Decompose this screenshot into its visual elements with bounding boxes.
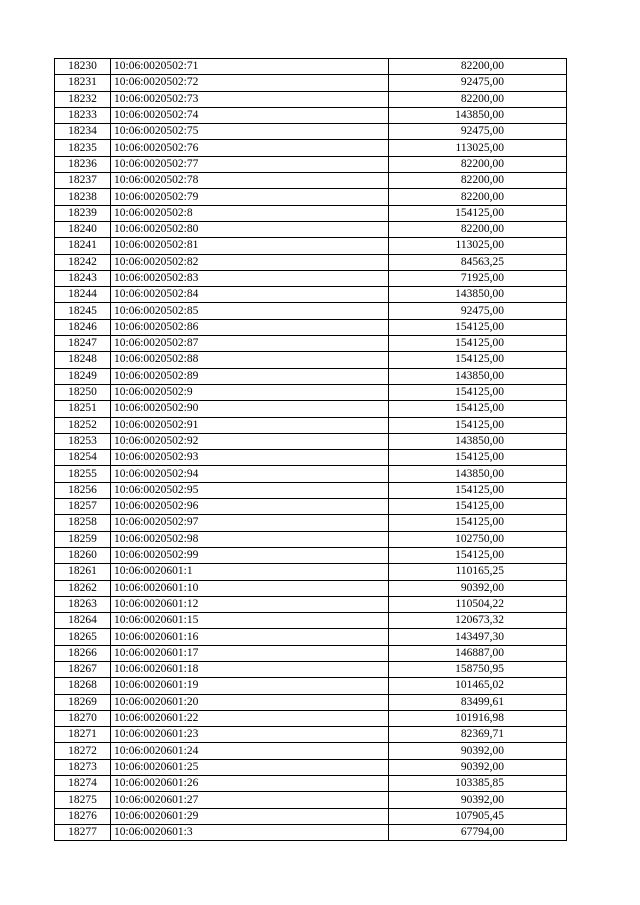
- row-number-cell: 18251: [55, 401, 111, 417]
- value-cell: 82200,00: [389, 156, 567, 172]
- row-number-cell: 18249: [55, 368, 111, 384]
- table-row: [55, 75, 567, 91]
- row-number-cell: 18259: [55, 531, 111, 547]
- cadastral-number-cell: 10:06:0020502:91: [111, 417, 389, 433]
- table-row: [55, 124, 567, 140]
- cadastral-number-cell: 10:06:0020601:16: [111, 629, 389, 645]
- value-cell: 90392,00: [389, 792, 567, 808]
- value-cell: 82200,00: [389, 221, 567, 237]
- value-cell: 102750,00: [389, 531, 567, 547]
- cadastral-number-cell: 10:06:0020502:88: [111, 352, 389, 368]
- row-number-cell: 18272: [55, 743, 111, 759]
- cadastral-number-cell: 10:06:0020502:77: [111, 156, 389, 172]
- value-cell: 107905,45: [389, 808, 567, 824]
- row-number-cell: 18238: [55, 189, 111, 205]
- cadastral-number-cell: 10:06:0020502:74: [111, 107, 389, 123]
- table-row: [55, 645, 567, 661]
- cadastral-number-cell: 10:06:0020502:71: [111, 59, 389, 75]
- row-number-cell: 18244: [55, 287, 111, 303]
- row-number-cell: 18271: [55, 727, 111, 743]
- row-number-cell: 18270: [55, 710, 111, 726]
- cadastral-number-cell: 10:06:0020502:83: [111, 270, 389, 286]
- cadastral-number-cell: 10:06:0020601:25: [111, 759, 389, 775]
- table-body: [55, 59, 567, 841]
- value-cell: 82200,00: [389, 59, 567, 75]
- table-row: [55, 824, 567, 840]
- row-number-cell: 18262: [55, 580, 111, 596]
- row-number-cell: 18274: [55, 776, 111, 792]
- value-cell: 120673,32: [389, 613, 567, 629]
- value-cell: 154125,00: [389, 336, 567, 352]
- cadastral-number-cell: 10:06:0020601:1: [111, 564, 389, 580]
- cadastral-number-cell: 10:06:0020502:79: [111, 189, 389, 205]
- value-cell: 154125,00: [389, 319, 567, 335]
- value-cell: 154125,00: [389, 384, 567, 400]
- row-number-cell: 18241: [55, 238, 111, 254]
- value-cell: 82200,00: [389, 91, 567, 107]
- row-number-cell: 18253: [55, 433, 111, 449]
- row-number-cell: 18248: [55, 352, 111, 368]
- cadastral-number-cell: 10:06:0020502:76: [111, 140, 389, 156]
- cadastral-number-cell: 10:06:0020601:29: [111, 808, 389, 824]
- row-number-cell: 18264: [55, 613, 111, 629]
- table-row: [55, 776, 567, 792]
- cadastral-number-cell: 10:06:0020502:90: [111, 401, 389, 417]
- value-cell: 154125,00: [389, 401, 567, 417]
- table-row: [55, 499, 567, 515]
- table-row: [55, 547, 567, 563]
- cadastral-number-cell: 10:06:0020502:94: [111, 466, 389, 482]
- table-row: [55, 580, 567, 596]
- table-row: [55, 613, 567, 629]
- table-row: [55, 59, 567, 75]
- table-row: [55, 352, 567, 368]
- row-number-cell: 18230: [55, 59, 111, 75]
- table-row: [55, 189, 567, 205]
- row-number-cell: 18261: [55, 564, 111, 580]
- value-cell: 83499,61: [389, 694, 567, 710]
- cadastral-number-cell: 10:06:0020601:26: [111, 776, 389, 792]
- table-row: [55, 808, 567, 824]
- table-row: [55, 91, 567, 107]
- table-row: [55, 564, 567, 580]
- table-row: [55, 727, 567, 743]
- cadastral-number-cell: 10:06:0020502:98: [111, 531, 389, 547]
- table-row: [55, 450, 567, 466]
- row-number-cell: 18242: [55, 254, 111, 270]
- table-row: [55, 107, 567, 123]
- table-row: [55, 694, 567, 710]
- row-number-cell: 18232: [55, 91, 111, 107]
- row-number-cell: 18239: [55, 205, 111, 221]
- cadastral-number-cell: 10:06:0020502:87: [111, 336, 389, 352]
- value-cell: 154125,00: [389, 547, 567, 563]
- table-row: [55, 238, 567, 254]
- value-cell: 110504,22: [389, 596, 567, 612]
- table-row: [55, 270, 567, 286]
- cadastral-number-cell: 10:06:0020502:80: [111, 221, 389, 237]
- table-row: [55, 678, 567, 694]
- value-cell: 143850,00: [389, 287, 567, 303]
- cadastral-number-cell: 10:06:0020601:19: [111, 678, 389, 694]
- cadastral-number-cell: 10:06:0020601:18: [111, 661, 389, 677]
- cadastral-number-cell: 10:06:0020601:27: [111, 792, 389, 808]
- value-cell: 90392,00: [389, 743, 567, 759]
- value-cell: 84563,25: [389, 254, 567, 270]
- table-row: [55, 417, 567, 433]
- row-number-cell: 18254: [55, 450, 111, 466]
- row-number-cell: 18276: [55, 808, 111, 824]
- cadastral-number-cell: 10:06:0020502:95: [111, 482, 389, 498]
- value-cell: 113025,00: [389, 238, 567, 254]
- table-row: [55, 140, 567, 156]
- value-cell: 82200,00: [389, 189, 567, 205]
- value-cell: 92475,00: [389, 75, 567, 91]
- row-number-cell: 18275: [55, 792, 111, 808]
- value-cell: 92475,00: [389, 303, 567, 319]
- value-cell: 110165,25: [389, 564, 567, 580]
- table-row: [55, 482, 567, 498]
- row-number-cell: 18257: [55, 499, 111, 515]
- cadastral-number-cell: 10:06:0020601:20: [111, 694, 389, 710]
- table-row: [55, 173, 567, 189]
- row-number-cell: 18235: [55, 140, 111, 156]
- value-cell: 154125,00: [389, 205, 567, 221]
- table-row: [55, 254, 567, 270]
- row-number-cell: 18246: [55, 319, 111, 335]
- row-number-cell: 18252: [55, 417, 111, 433]
- value-cell: 90392,00: [389, 580, 567, 596]
- cadastral-number-cell: 10:06:0020502:82: [111, 254, 389, 270]
- row-number-cell: 18260: [55, 547, 111, 563]
- table-row: [55, 743, 567, 759]
- cadastral-number-cell: 10:06:0020502:85: [111, 303, 389, 319]
- table-row: [55, 629, 567, 645]
- table-row: [55, 515, 567, 531]
- cadastral-number-cell: 10:06:0020502:78: [111, 173, 389, 189]
- row-number-cell: 18267: [55, 661, 111, 677]
- row-number-cell: 18258: [55, 515, 111, 531]
- row-number-cell: 18233: [55, 107, 111, 123]
- table-row: [55, 287, 567, 303]
- row-number-cell: 18268: [55, 678, 111, 694]
- table-row: [55, 466, 567, 482]
- cadastral-number-cell: 10:06:0020601:17: [111, 645, 389, 661]
- row-number-cell: 18266: [55, 645, 111, 661]
- row-number-cell: 18234: [55, 124, 111, 140]
- value-cell: 146887,00: [389, 645, 567, 661]
- row-number-cell: 18263: [55, 596, 111, 612]
- value-cell: 154125,00: [389, 515, 567, 531]
- cadastral-number-cell: 10:06:0020601:10: [111, 580, 389, 596]
- cadastral-number-cell: 10:06:0020601:23: [111, 727, 389, 743]
- value-cell: 101465,02: [389, 678, 567, 694]
- table-row: [55, 792, 567, 808]
- value-cell: 143497,30: [389, 629, 567, 645]
- cadastral-number-cell: 10:06:0020502:72: [111, 75, 389, 91]
- value-cell: 82200,00: [389, 173, 567, 189]
- table-row: [55, 433, 567, 449]
- table-row: [55, 531, 567, 547]
- row-number-cell: 18256: [55, 482, 111, 498]
- table-row: [55, 368, 567, 384]
- table-row: [55, 661, 567, 677]
- value-cell: 154125,00: [389, 417, 567, 433]
- row-number-cell: 18269: [55, 694, 111, 710]
- cadastral-value-table: [54, 58, 567, 841]
- cadastral-number-cell: 10:06:0020601:12: [111, 596, 389, 612]
- value-cell: 143850,00: [389, 368, 567, 384]
- value-cell: 154125,00: [389, 450, 567, 466]
- cadastral-number-cell: 10:06:0020502:75: [111, 124, 389, 140]
- table-row: [55, 221, 567, 237]
- cadastral-number-cell: 10:06:0020502:8: [111, 205, 389, 221]
- row-number-cell: 18273: [55, 759, 111, 775]
- value-cell: 154125,00: [389, 352, 567, 368]
- row-number-cell: 18237: [55, 173, 111, 189]
- cadastral-number-cell: 10:06:0020502:96: [111, 499, 389, 515]
- cadastral-number-cell: 10:06:0020502:81: [111, 238, 389, 254]
- table-row: [55, 401, 567, 417]
- cadastral-number-cell: 10:06:0020502:84: [111, 287, 389, 303]
- table-row: [55, 156, 567, 172]
- value-cell: 92475,00: [389, 124, 567, 140]
- table-row: [55, 596, 567, 612]
- cadastral-number-cell: 10:06:0020601:3: [111, 824, 389, 840]
- row-number-cell: 18236: [55, 156, 111, 172]
- value-cell: 143850,00: [389, 433, 567, 449]
- table-row: [55, 205, 567, 221]
- table-row: [55, 710, 567, 726]
- cadastral-number-cell: 10:06:0020502:89: [111, 368, 389, 384]
- row-number-cell: 18277: [55, 824, 111, 840]
- table-row: [55, 759, 567, 775]
- cadastral-number-cell: 10:06:0020502:97: [111, 515, 389, 531]
- value-cell: 154125,00: [389, 499, 567, 515]
- row-number-cell: 18250: [55, 384, 111, 400]
- row-number-cell: 18243: [55, 270, 111, 286]
- value-cell: 71925,00: [389, 270, 567, 286]
- row-number-cell: 18245: [55, 303, 111, 319]
- row-number-cell: 18240: [55, 221, 111, 237]
- cadastral-number-cell: 10:06:0020601:15: [111, 613, 389, 629]
- cadastral-number-cell: 10:06:0020502:92: [111, 433, 389, 449]
- cadastral-number-cell: 10:06:0020502:73: [111, 91, 389, 107]
- cadastral-number-cell: 10:06:0020601:24: [111, 743, 389, 759]
- cadastral-number-cell: 10:06:0020502:9: [111, 384, 389, 400]
- value-cell: 154125,00: [389, 482, 567, 498]
- table-row: [55, 319, 567, 335]
- row-number-cell: 18247: [55, 336, 111, 352]
- table-row: [55, 336, 567, 352]
- cadastral-number-cell: 10:06:0020502:99: [111, 547, 389, 563]
- value-cell: 82369,71: [389, 727, 567, 743]
- value-cell: 67794,00: [389, 824, 567, 840]
- row-number-cell: 18255: [55, 466, 111, 482]
- cadastral-number-cell: 10:06:0020502:93: [111, 450, 389, 466]
- value-cell: 143850,00: [389, 466, 567, 482]
- value-cell: 101916,98: [389, 710, 567, 726]
- cadastral-number-cell: 10:06:0020502:86: [111, 319, 389, 335]
- table-row: [55, 384, 567, 400]
- row-number-cell: 18231: [55, 75, 111, 91]
- value-cell: 113025,00: [389, 140, 567, 156]
- value-cell: 158750,95: [389, 661, 567, 677]
- row-number-cell: 18265: [55, 629, 111, 645]
- value-cell: 103385,85: [389, 776, 567, 792]
- cadastral-number-cell: 10:06:0020601:22: [111, 710, 389, 726]
- value-cell: 143850,00: [389, 107, 567, 123]
- value-cell: 90392,00: [389, 759, 567, 775]
- table-row: [55, 303, 567, 319]
